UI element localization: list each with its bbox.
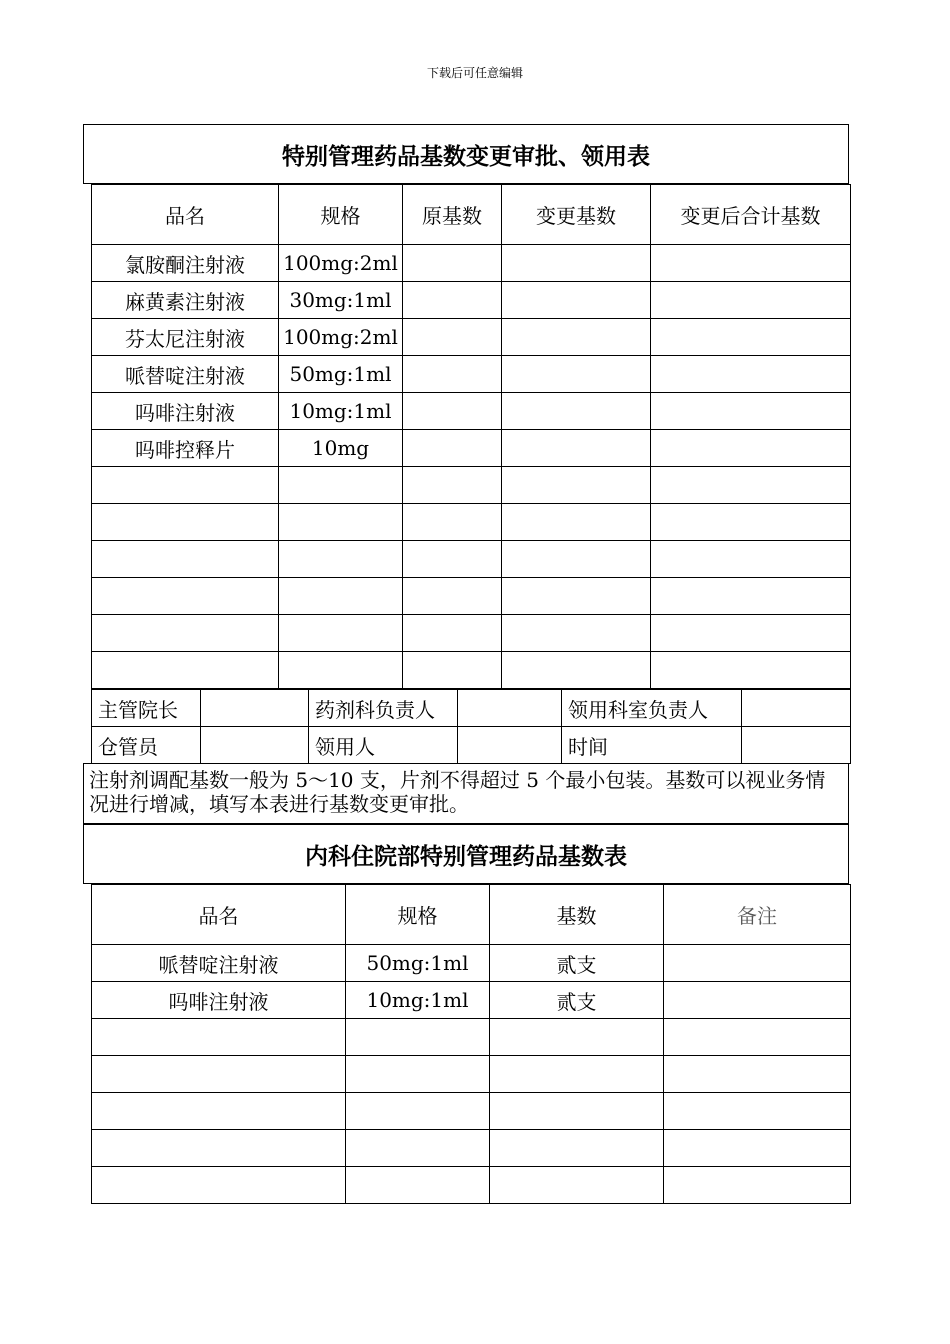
total-base-cell[interactable]	[651, 356, 851, 393]
header-name: 品名	[92, 885, 346, 945]
original-base-cell[interactable]	[403, 430, 502, 467]
empty-row	[92, 615, 851, 652]
form1-signature-table	[91, 689, 851, 764]
drug-spec: 30mg:1ml	[279, 282, 403, 319]
drug-name: 芬太尼注射液	[92, 319, 279, 356]
empty-cell[interactable]	[502, 504, 651, 541]
empty-cell[interactable]	[502, 652, 651, 689]
drug-name: 吗啡注射液	[92, 982, 346, 1019]
empty-row	[92, 1056, 851, 1093]
empty-cell[interactable]	[92, 1167, 346, 1204]
empty-row	[92, 467, 851, 504]
total-base-cell[interactable]	[651, 430, 851, 467]
header-spec: 规格	[346, 885, 490, 945]
drug-spec: 100mg:2ml	[279, 319, 403, 356]
empty-cell[interactable]	[92, 1130, 346, 1167]
label-director: 主管院长	[92, 690, 201, 727]
empty-row	[92, 652, 851, 689]
empty-cell[interactable]	[651, 467, 851, 504]
label-department-head: 领用科室负责人	[562, 690, 742, 727]
empty-cell[interactable]	[279, 652, 403, 689]
empty-cell[interactable]	[664, 1056, 851, 1093]
header-change-base: 变更基数	[502, 185, 651, 245]
table-row	[92, 430, 851, 467]
table-row	[92, 282, 851, 319]
empty-row	[92, 504, 851, 541]
empty-cell[interactable]	[346, 1167, 490, 1204]
header-base: 基数	[490, 885, 664, 945]
empty-cell[interactable]	[502, 578, 651, 615]
empty-cell[interactable]	[403, 652, 502, 689]
total-base-cell[interactable]	[651, 319, 851, 356]
drug-name: 哌替啶注射液	[92, 945, 346, 982]
form1-note: 注射剂调配基数一般为 5～10 支，片剂不得超过 5 个最小包装。基数可以视业务情况进行增减，填写本表进行基数变更审批。	[83, 763, 849, 824]
drug-spec: 10mg:1ml	[279, 393, 403, 430]
drug-name: 氯胺酮注射液	[92, 245, 279, 282]
empty-cell[interactable]	[664, 1167, 851, 1204]
empty-cell[interactable]	[279, 615, 403, 652]
empty-cell[interactable]	[346, 1093, 490, 1130]
form2-title: 内科住院部特别管理药品基数表	[83, 824, 849, 884]
change-base-cell[interactable]	[502, 319, 651, 356]
label-time: 时间	[562, 727, 742, 764]
label-pharmacy-head: 药剂科负责人	[309, 690, 458, 727]
empty-cell[interactable]	[502, 615, 651, 652]
signature-row	[92, 727, 851, 764]
empty-row	[92, 541, 851, 578]
drug-spec: 10mg:1ml	[346, 982, 490, 1019]
original-base-cell[interactable]	[403, 245, 502, 282]
label-recipient: 领用人	[309, 727, 458, 764]
total-base-cell[interactable]	[651, 282, 851, 319]
empty-cell[interactable]	[92, 504, 279, 541]
signature-row	[92, 690, 851, 727]
empty-cell[interactable]	[664, 1130, 851, 1167]
empty-cell[interactable]	[403, 467, 502, 504]
original-base-cell[interactable]	[403, 282, 502, 319]
empty-cell[interactable]	[403, 578, 502, 615]
empty-cell[interactable]	[651, 652, 851, 689]
time-cell[interactable]	[742, 727, 851, 764]
empty-cell[interactable]	[92, 615, 279, 652]
total-base-cell[interactable]	[651, 245, 851, 282]
form2-table	[91, 884, 851, 1204]
header-spec: 规格	[279, 185, 403, 245]
empty-cell[interactable]	[92, 1093, 346, 1130]
empty-cell[interactable]	[490, 1093, 664, 1130]
original-base-cell[interactable]	[403, 393, 502, 430]
form1-title: 特别管理药品基数变更审批、领用表	[83, 124, 849, 184]
original-base-cell[interactable]	[403, 356, 502, 393]
total-base-cell[interactable]	[651, 393, 851, 430]
drug-name: 哌替啶注射液	[92, 356, 279, 393]
empty-cell[interactable]	[664, 1093, 851, 1130]
drug-spec: 50mg:1ml	[346, 945, 490, 982]
department-head-signature-cell[interactable]	[742, 690, 851, 727]
header-total-base: 变更后合计基数	[651, 185, 851, 245]
empty-cell[interactable]	[279, 467, 403, 504]
empty-cell[interactable]	[92, 1019, 346, 1056]
empty-cell[interactable]	[92, 1056, 346, 1093]
director-signature-cell[interactable]	[201, 690, 309, 727]
table-row	[92, 945, 851, 982]
change-base-cell[interactable]	[502, 393, 651, 430]
empty-cell[interactable]	[92, 467, 279, 504]
empty-cell[interactable]	[279, 541, 403, 578]
empty-row	[92, 578, 851, 615]
remark-cell[interactable]	[664, 945, 851, 982]
original-base-cell[interactable]	[403, 319, 502, 356]
empty-cell[interactable]	[651, 615, 851, 652]
empty-cell[interactable]	[346, 1056, 490, 1093]
form1-header-row	[92, 185, 851, 245]
empty-cell[interactable]	[346, 1019, 490, 1056]
table-row	[92, 245, 851, 282]
empty-cell[interactable]	[92, 541, 279, 578]
empty-cell[interactable]	[502, 541, 651, 578]
drug-name: 吗啡注射液	[92, 393, 279, 430]
empty-cell[interactable]	[92, 578, 279, 615]
form2-header-row	[92, 885, 851, 945]
empty-cell[interactable]	[279, 504, 403, 541]
change-base-cell[interactable]	[502, 356, 651, 393]
empty-cell[interactable]	[490, 1130, 664, 1167]
empty-cell[interactable]	[651, 578, 851, 615]
header-remark: 备注	[664, 885, 851, 945]
change-base-cell[interactable]	[502, 430, 651, 467]
empty-row	[92, 1093, 851, 1130]
empty-cell[interactable]	[502, 467, 651, 504]
label-storekeeper: 仓管员	[92, 727, 201, 764]
empty-row	[92, 1167, 851, 1204]
drug-name: 麻黄素注射液	[92, 282, 279, 319]
storekeeper-signature-cell[interactable]	[201, 727, 309, 764]
header-original-base: 原基数	[403, 185, 502, 245]
empty-cell[interactable]	[403, 615, 502, 652]
empty-cell[interactable]	[651, 504, 851, 541]
change-base-cell[interactable]	[502, 245, 651, 282]
empty-row	[92, 1019, 851, 1056]
empty-cell[interactable]	[403, 504, 502, 541]
empty-cell[interactable]	[651, 541, 851, 578]
empty-cell[interactable]	[490, 1019, 664, 1056]
drug-spec: 100mg:2ml	[279, 245, 403, 282]
empty-cell[interactable]	[403, 541, 502, 578]
header-name: 品名	[92, 185, 279, 245]
form1-table	[91, 184, 851, 689]
table-row	[92, 982, 851, 1019]
remark-cell[interactable]	[664, 982, 851, 1019]
empty-cell[interactable]	[279, 578, 403, 615]
empty-cell[interactable]	[490, 1056, 664, 1093]
page-note: 下载后可任意编辑	[426, 66, 523, 80]
change-base-cell[interactable]	[502, 282, 651, 319]
recipient-signature-cell[interactable]	[458, 727, 562, 764]
empty-cell[interactable]	[92, 652, 279, 689]
drug-base: 贰支	[490, 945, 664, 982]
drug-spec: 50mg:1ml	[279, 356, 403, 393]
pharmacy-head-signature-cell[interactable]	[458, 690, 562, 727]
empty-cell[interactable]	[346, 1130, 490, 1167]
table-row	[92, 393, 851, 430]
empty-cell[interactable]	[664, 1019, 851, 1056]
drug-name: 吗啡控释片	[92, 430, 279, 467]
table-row	[92, 319, 851, 356]
drug-base: 贰支	[490, 982, 664, 1019]
empty-row	[92, 1130, 851, 1167]
drug-spec: 10mg	[279, 430, 403, 467]
empty-cell[interactable]	[490, 1167, 664, 1204]
table-row	[92, 356, 851, 393]
